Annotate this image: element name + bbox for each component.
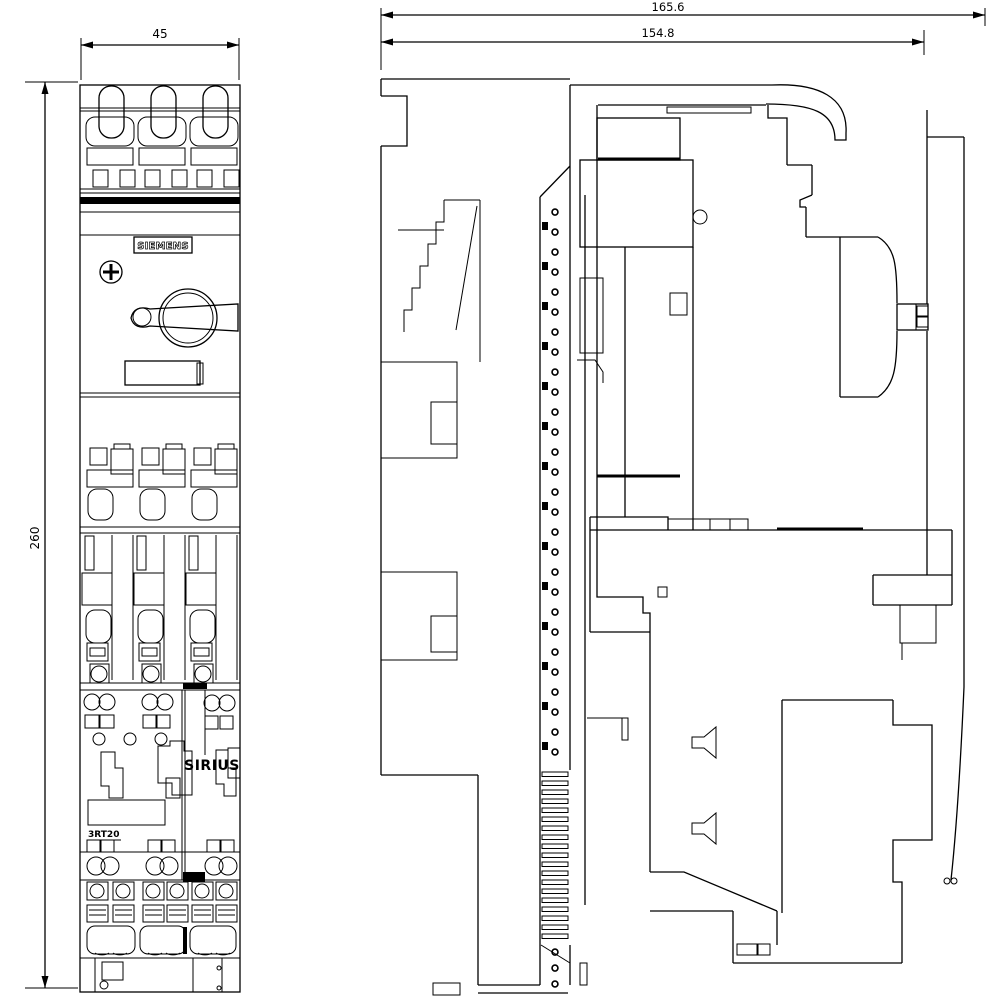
device-back-edges (585, 105, 597, 905)
rail-depth-value: 154.8 (641, 26, 675, 40)
overall-depth-dimension (381, 0, 985, 70)
overall-depth-value: 165.6 (651, 0, 685, 14)
knob-side-profile (840, 237, 928, 397)
vent-fins (542, 772, 568, 939)
series-label: SIRIUS (184, 758, 240, 774)
terminal-funnel-icon (692, 727, 716, 758)
height-dimension (25, 82, 78, 988)
terminal-funnel-icon (692, 813, 716, 844)
link-module (590, 476, 952, 660)
brand-label: SIEMENS (137, 241, 189, 252)
screw (100, 261, 122, 283)
rail-depth-dimension (381, 26, 924, 55)
separator-band (80, 197, 240, 204)
rail-clamp-detail (577, 278, 603, 383)
mid-terminals (87, 444, 237, 520)
model-label: 3RT20 (88, 830, 120, 840)
mounting-hook (570, 85, 846, 140)
contactor-body (587, 632, 932, 963)
rotary-handle (131, 289, 238, 347)
breaker-body (580, 105, 878, 530)
front-view (80, 85, 240, 992)
label-window (125, 361, 203, 385)
top-terminals (86, 86, 239, 187)
siemens-logo (134, 237, 192, 253)
bottom-terminals (87, 882, 237, 992)
coil-section (87, 800, 237, 882)
side-view (381, 79, 964, 995)
height-dimension-value: 260 (28, 526, 42, 550)
width-dimension (81, 27, 239, 80)
pole-section (82, 535, 237, 689)
width-dimension-value: 45 (152, 27, 168, 41)
